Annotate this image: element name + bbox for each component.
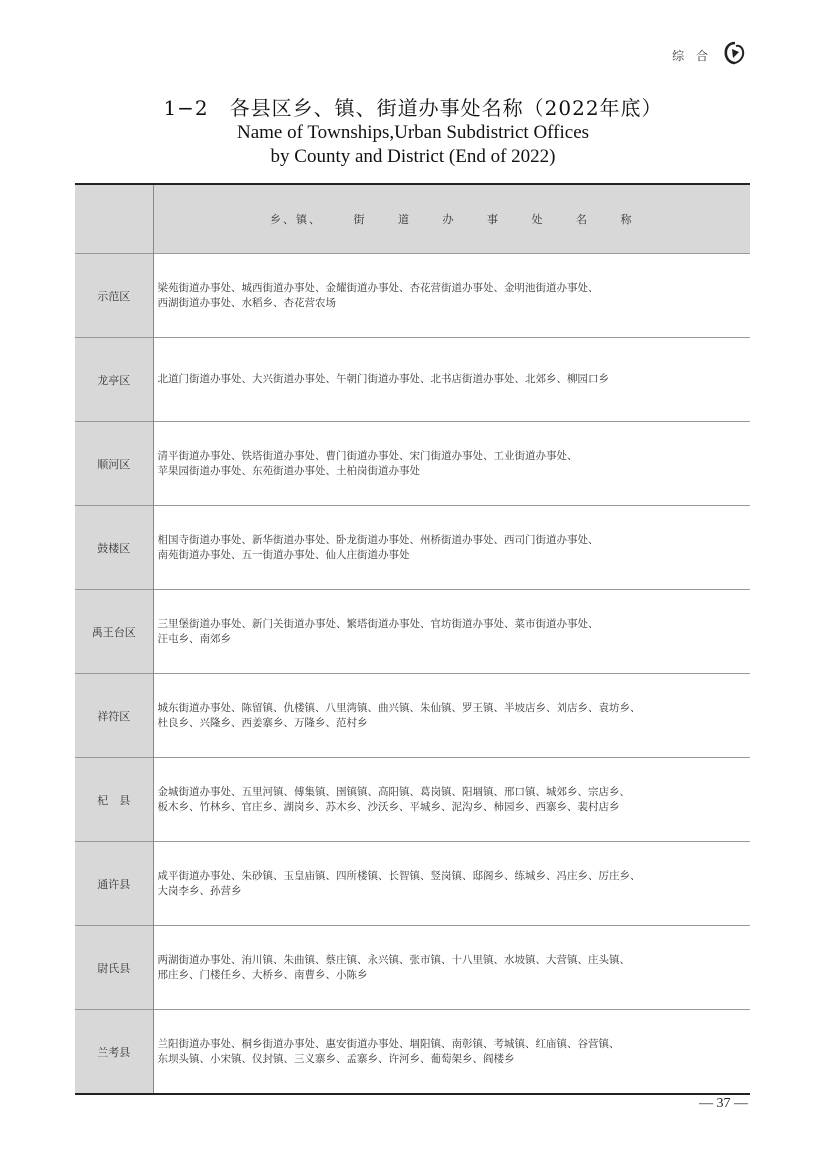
section-label: 综 合: [672, 48, 712, 63]
township-names-cell: [153, 338, 750, 422]
township-names-line: 三里堡街道办事处、新门关街道办事处、繁塔街道办事处、官坊街道办事处、菜市街道办事处、: [157, 617, 599, 630]
township-names-line: 大岗李乡、孙营乡: [157, 884, 242, 897]
township-names-cell: [153, 842, 750, 926]
table-row: [75, 254, 750, 338]
county-name-cell: 通许县: [75, 842, 153, 926]
township-names-line: 杜良乡、兴隆乡、西姜寨乡、万隆乡、范村乡: [157, 716, 368, 729]
county-name-cell: 兰考县: [75, 1010, 153, 1095]
book-emblem-icon: [722, 40, 748, 70]
township-names-line: 相国寺街道办事处、新华街道办事处、卧龙街道办事处、州桥街道办事处、西司门街道办事处、: [157, 533, 599, 546]
township-names-cell: [153, 590, 750, 674]
township-names-cell: [153, 422, 750, 506]
county-name-cell: 杞 县: [75, 758, 153, 842]
table-row: [75, 674, 750, 758]
township-names-line: 金城街道办事处、五里河镇、傅集镇、圉镇镇、高阳镇、葛岗镇、阳堌镇、邢口镇、城郊乡、宗店乡、: [157, 785, 630, 798]
table-row: [75, 506, 750, 590]
township-names-line: 东坝头镇、小宋镇、仪封镇、三义寨乡、孟寨乡、许河乡、葡萄架乡、阎楼乡: [157, 1052, 515, 1065]
township-names-line: 北道门街道办事处、大兴街道办事处、午朝门街道办事处、北书店街道办事处、北郊乡、柳园口乡: [157, 373, 609, 385]
township-names-line: 汪屯乡、南郊乡: [157, 632, 231, 645]
township-names-cell: [153, 926, 750, 1010]
county-name-cell: 顺河区: [75, 422, 153, 506]
county-name-cell: 示范区: [75, 254, 153, 338]
township-names-cell: [153, 506, 750, 590]
township-names-cell: [153, 674, 750, 758]
table-title-english-line1: Name of Townships,Urban Subdistrict Offices: [236, 122, 590, 143]
township-names-line: 两湖街道办事处、洧川镇、朱曲镇、蔡庄镇、永兴镇、张市镇、十八里镇、水坡镇、大营镇、庄头镇、: [157, 953, 630, 966]
township-names-line: 清平街道办事处、铁塔街道办事处、曹门街道办事处、宋门街道办事处、工业街道办事处、: [157, 449, 578, 462]
township-names-cell: [153, 254, 750, 338]
township-names-line: 南苑街道办事处、五一街道办事处、仙人庄街道办事处: [157, 548, 410, 561]
table-row: [75, 422, 750, 506]
table-title-chinese: 1−2 各县区乡、镇、街道办事处名称（2022年底）: [163, 96, 663, 120]
page-header: [672, 40, 748, 70]
township-names-table: [75, 183, 750, 1095]
table-row: [75, 758, 750, 842]
township-names-line: 板木乡、竹林乡、官庄乡、湖岗乡、苏木乡、沙沃乡、平城乡、泥沟乡、柿园乡、西寨乡、裴村店乡: [157, 800, 620, 813]
table-row: [75, 590, 750, 674]
township-names-cell: [153, 758, 750, 842]
stub-header-cell: [75, 184, 153, 254]
county-name-cell: 尉氏县: [75, 926, 153, 1010]
column-header-names: 乡、镇、 街 道 办 事 处 名 称: [153, 184, 750, 254]
table-row: [75, 842, 750, 926]
township-names-line: 西湖街道办事处、水稻乡、杏花营农场: [157, 296, 336, 309]
township-names-line: 苹果园街道办事处、东苑街道办事处、土柏岗街道办事处: [157, 464, 420, 477]
county-name-cell: 禹王台区: [75, 590, 153, 674]
table-row: [75, 338, 750, 422]
township-names-line: 城东街道办事处、陈留镇、仇楼镇、八里湾镇、曲兴镇、朱仙镇、罗王镇、半坡店乡、刘店乡、袁坊乡、: [157, 701, 641, 714]
township-names-line: 梁苑街道办事处、城西街道办事处、金耀街道办事处、杏花营街道办事处、金明池街道办事处、: [157, 281, 599, 294]
table-header-row: [75, 184, 750, 254]
table-title-english-line2: by County and District (End of 2022): [270, 146, 556, 167]
township-names-line: 咸平街道办事处、朱砂镇、玉皇庙镇、四所楼镇、长智镇、竖岗镇、邸阁乡、练城乡、冯庄乡、厉庄乡、: [157, 869, 641, 882]
county-name-cell: 鼓楼区: [75, 506, 153, 590]
table-row: [75, 926, 750, 1010]
page-number: — 37 —: [699, 1096, 748, 1111]
township-names-line: 兰阳街道办事处、桐乡街道办事处、惠安街道办事处、堌阳镇、南彰镇、考城镇、红庙镇、谷营镇、: [157, 1037, 620, 1050]
table-row: [75, 1010, 750, 1095]
county-name-cell: 龙亭区: [75, 338, 153, 422]
township-names-line: 邢庄乡、门楼任乡、大桥乡、南曹乡、小陈乡: [157, 968, 368, 981]
township-names-cell: [153, 1010, 750, 1095]
county-name-cell: 祥符区: [75, 674, 153, 758]
